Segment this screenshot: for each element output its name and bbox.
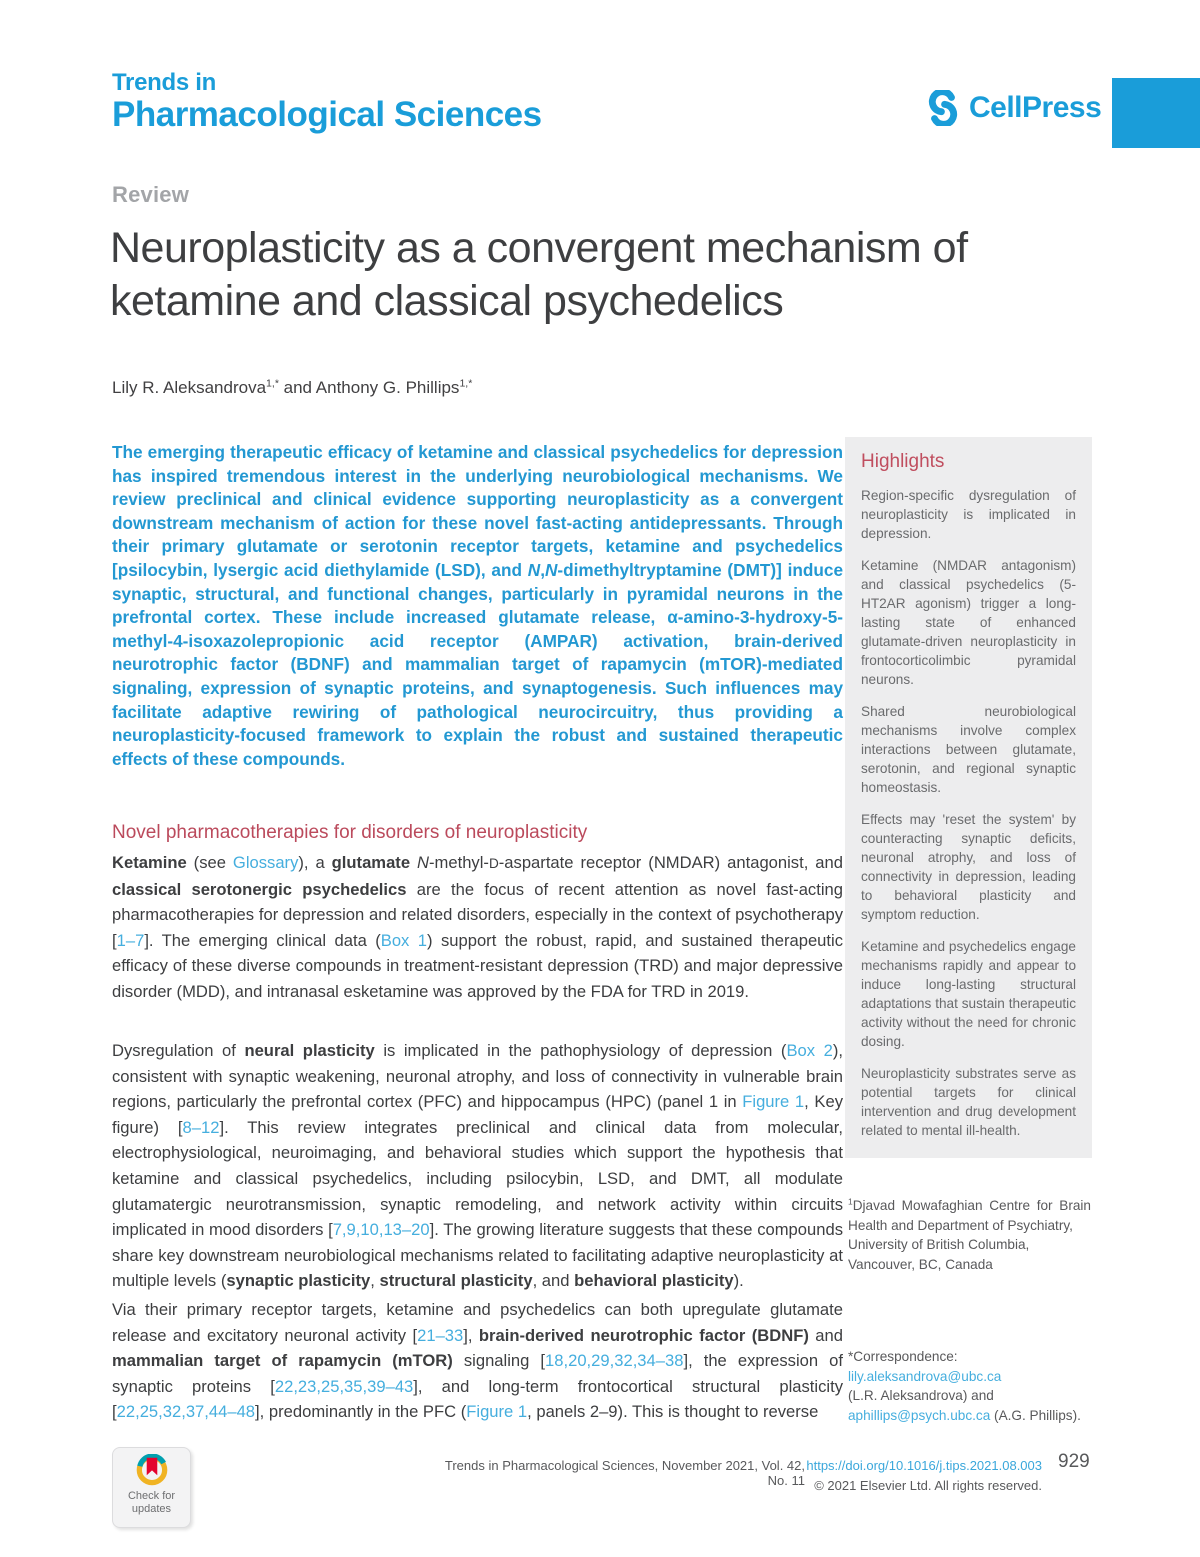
text-segment: ], predominantly in the PFC (	[255, 1402, 467, 1422]
section-heading: Novel pharmacotherapies for disorders of neuroplasticity	[112, 822, 588, 843]
inline-link[interactable]: Figure 1	[466, 1402, 528, 1422]
text-segment: Vancouver, BC, Canada	[848, 1256, 993, 1272]
text-segment: (see	[186, 853, 233, 872]
abstract-text	[112, 441, 843, 771]
footer-journal-line: Trends in Pharmacological Sciences, November 2021, Vol. 42, No. 11	[444, 1458, 805, 1488]
highlight-item: Neuroplasticity substrates serve as potential targets for clinical intervention and drug development related to mental ill-health.	[861, 1066, 1076, 1138]
inline-link[interactable]: Glossary	[232, 853, 299, 872]
text-segment: ], the expression of synaptic proteins [	[112, 1351, 843, 1396]
text-segment: 1,*	[459, 377, 473, 390]
cellpress-logo	[925, 90, 1101, 126]
corner-brand-square	[1112, 78, 1200, 148]
text-segment: behavioral plasticity	[574, 1271, 734, 1291]
text-segment	[410, 853, 417, 872]
text-segment: University of British Columbia,	[848, 1237, 1030, 1252]
text-segment: neural plasticity	[244, 1041, 375, 1060]
journal-title-line1: Trends in	[112, 69, 216, 96]
text-segment: synaptic plasticity	[226, 1271, 371, 1291]
inline-link[interactable]: 7,9,10,13–20	[332, 1220, 430, 1240]
text-segment: (L.R. Aleksandrova) and	[848, 1388, 994, 1403]
inline-link[interactable]: 18,20,29,32,34–38	[545, 1351, 684, 1371]
cellpress-logo-text: CellPress	[969, 91, 1102, 124]
text-segment: signaling [	[452, 1351, 546, 1371]
text-segment: ],	[463, 1325, 479, 1345]
text-segment: ), consistent with synaptic weakening, neuronal atrophy, and loss of connectivity in vulnerable brain regions, particularly the prefrontal cortex (PFC) and hippocampus (HPC) (panel 1 in	[112, 1041, 844, 1112]
text-segment: (A.G. Phillips).	[990, 1407, 1081, 1423]
text-segment: 1,*	[266, 377, 279, 390]
inline-link[interactable]: 1–7	[116, 930, 145, 950]
text-segment: brain-derived neurotrophic factor (BDNF)	[478, 1325, 809, 1345]
text-segment: ,	[370, 1271, 380, 1291]
highlight-item: Ketamine and psychedelics engage mechanisms rapidly and appear to induce long-lasting structural adaptations that sustain therapeutic activity without the need for chronic dosing.	[861, 939, 1076, 1049]
text-segment: ).	[733, 1271, 744, 1291]
affiliation-note	[848, 1196, 1091, 1274]
text-segment: , and	[532, 1271, 575, 1291]
badge-label-line1: Check for	[127, 1490, 176, 1502]
text-segment: and Anthony G. Phillips	[278, 378, 460, 397]
journal-title-line2: Pharmacological Sciences	[112, 95, 542, 134]
text-segment: mammalian target of rapamycin (mTOR)	[112, 1351, 453, 1371]
text-segment: and	[808, 1325, 843, 1345]
text-segment: -aspartate receptor (NMDAR) antagonist, and	[498, 853, 843, 872]
inline-link[interactable]: Figure 1	[742, 1092, 805, 1112]
page-title: Neuroplasticity as a convergent mechanism of ketamine and classical psychedelics	[110, 224, 968, 325]
text-segment: ,	[540, 559, 545, 580]
text-segment: *Correspondence:	[848, 1349, 958, 1364]
inline-link[interactable]: 8–12	[182, 1117, 220, 1137]
badge-label-line2: updates	[131, 1503, 172, 1515]
text-segment: -dimethyltryptamine (DMT)] induce synaptic, structural, and functional changes, particularly in pyramidal neurons in the prefrontal cortex. These include increased glutamate release, α-amino-3-hydroxy-5-methyl-4-isoxazolepropionic acid receptor (AMPAR) activation, brain-derived neurotrophic factor (BDNF) and mammalian target of rapamycin (mTOR)-mediated signaling, expression of synaptic proteins, and synaptogenesis. Such influences may facilitate adaptive rewiring of pathological neurocircuitry, thus providing a neuroplasticity-focused framework to explain the robust and sustained therapeutic effects of these compounds.	[112, 559, 844, 769]
text-segment: glutamate	[331, 853, 411, 872]
text-segment: are the focus of recent attention as novel fast-acting pharmacotherapies for depression and related disorders, especially in the context of psychotherapy [	[112, 879, 843, 950]
body-paragraph	[112, 1038, 843, 1294]
inline-link[interactable]: 21–33	[417, 1325, 464, 1345]
inline-link[interactable]: 22,23,25,35,39–43	[274, 1376, 414, 1396]
cellpress-logo-icon	[925, 90, 961, 126]
highlight-item: Effects may 'reset the system' by counteracting synaptic deficits, neuronal atrophy, and loss of connectivity in depression, leading to behavioral plasticity and symptom reduction.	[861, 812, 1076, 922]
footer-doi-link[interactable]: https://doi.org/10.1016/j.tips.2021.08.003	[806, 1458, 1042, 1473]
badge-label	[128, 1490, 175, 1516]
inline-link[interactable]: 22,25,32,37,44–48	[116, 1402, 256, 1422]
text-segment: The emerging therapeutic efficacy of ketamine and classical psychedelics for depression has inspired tremendous interest in the underlying neurobiological mechanisms. We review preclinical and clinical evidence supporting neuroplasticity as a convergent downstream mechanism of action for these novel fast-acting antidepressants. Through their primary glutamate or serotonin receptor targets, ketamine and psychedelics [psilocybin, lysergic acid diethylamide (LSD), and	[112, 442, 843, 580]
check-for-updates-badge[interactable]	[112, 1447, 191, 1528]
correspondence-note	[848, 1347, 1091, 1425]
journal-title	[112, 70, 542, 134]
author-line	[112, 378, 472, 398]
footer-copyright: © 2021 Elsevier Ltd. All rights reserved.	[814, 1478, 1042, 1493]
text-segment: D	[488, 856, 499, 871]
text-segment: ]. The emerging clinical data (	[144, 930, 381, 950]
text-segment: N	[544, 559, 558, 580]
text-segment: Lily R. Aleksandrova	[112, 378, 267, 397]
inline-link[interactable]: lily.aleksandrova@ubc.ca	[848, 1368, 1002, 1384]
text-segment: ]. The growing literature suggests that these compounds share key downstream neurobiological mechanisms related to facilitating adaptive neuroplasticity at multiple levels (	[112, 1220, 843, 1291]
body-paragraph	[112, 850, 843, 1005]
text-segment: N	[527, 559, 541, 580]
highlight-item: Ketamine (NMDAR antagonism) and classical psychedelics (5-HT2AR agonism) trigger a long-lasting state of enhanced glutamate-driven neuroplasticity in frontocorticolimbic pyramidal neurons.	[861, 558, 1076, 687]
highlight-item: Region-specific dysregulation of neuroplasticity is implicated in depression.	[861, 488, 1076, 541]
text-segment: N	[417, 853, 429, 872]
article-type-label: Review	[112, 182, 190, 207]
text-segment: structural plasticity	[379, 1271, 533, 1291]
text-segment: Ketamine	[112, 853, 187, 872]
text-segment: 1	[848, 1196, 853, 1207]
text-segment: Via their primary receptor targets, ketamine and psychedelics can both upregulate glutamate release and excitatory neuronal activity [	[112, 1300, 843, 1345]
highlights-box	[845, 437, 1092, 1158]
text-segment: , panels 2–9). This is thought to reverse	[527, 1402, 819, 1422]
text-segment: ], and long-term frontocortical structural plasticity [	[112, 1376, 843, 1422]
body-paragraph	[112, 1297, 843, 1425]
footer-page-number: 929	[1058, 1451, 1090, 1472]
highlight-item: Shared neurobiological mechanisms involve complex interactions between glutamate, serotonin, and regional synaptic homeostasis.	[861, 704, 1076, 795]
text-segment: ), a	[298, 853, 332, 872]
inline-link[interactable]: Box 2	[786, 1041, 833, 1060]
text-segment: ) support the robust, rapid, and sustained therapeutic efficacy of these diverse compounds in treatment-resistant depression (TRD) and major depressive disorder (MDD), and intranasal esketamine was approved by the FDA for TRD in 2019.	[112, 930, 843, 1001]
text-segment: Dysregulation of	[112, 1041, 245, 1060]
inline-link[interactable]: Box 1	[380, 930, 428, 950]
text-segment: ]. This review integrates preclinical and clinical data from molecular, electrophysiological, neuroimaging, and behavioral studies which support the hypothesis that ketamine and classical psychedelics, including psilocybin, LSD, and DMT, all modulate glutamatergic neurotransmission, synaptic remodeling, and network activity within circuits implicated in mood disorders [	[112, 1117, 843, 1240]
text-segment: -methyl-	[429, 853, 489, 872]
text-segment: , Key figure) [	[112, 1092, 843, 1137]
text-segment: classical serotonergic psychedelics	[112, 879, 407, 899]
text-segment: Djavad Mowafaghian Centre for Brain Health and Department of Psychiatry,	[848, 1198, 1091, 1233]
inline-link[interactable]: aphillips@psych.ubc.ca	[848, 1407, 991, 1423]
text-segment: is implicated in the pathophysiology of depression (	[374, 1041, 787, 1060]
highlights-heading: Highlights	[861, 451, 945, 472]
crossmark-icon	[133, 1454, 171, 1488]
